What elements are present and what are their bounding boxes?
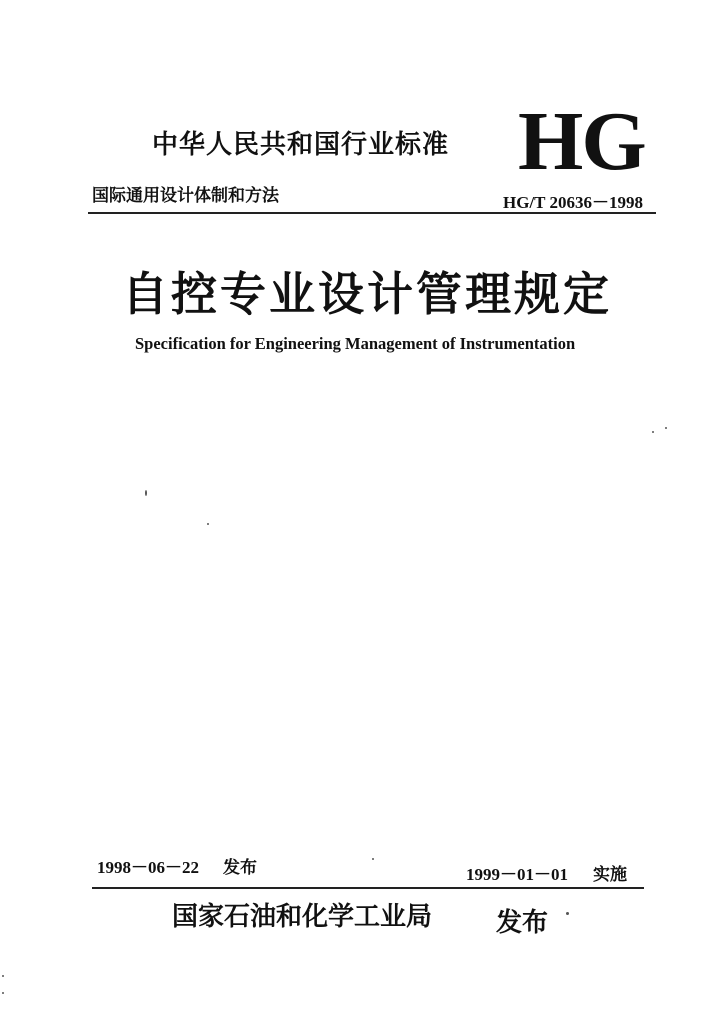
scan-speck [652, 431, 654, 433]
header-divider [88, 212, 656, 214]
scan-speck [566, 912, 569, 915]
system-label: 国际通用设计体制和方法 [92, 186, 279, 206]
document-title-english: Specification for Engineering Management of Instrumentation [135, 334, 576, 353]
standard-code: HG/T 20636－1998 [503, 193, 643, 212]
effective-label: 实施 [593, 865, 627, 885]
scan-speck [2, 992, 4, 994]
document-title-chinese: 自控专业设计管理规定 [122, 267, 612, 321]
standard-category-title: 中华人民共和国行业标准 [152, 130, 450, 160]
scan-speck [145, 490, 147, 496]
scan-speck [372, 858, 374, 860]
scan-speck [665, 427, 667, 429]
publish-label: 发布 [223, 858, 257, 878]
issuing-action: 发布 [496, 908, 549, 938]
effective-date: 1999－01－01 [466, 865, 568, 884]
footer-divider [92, 887, 644, 889]
publish-date: 1998－06－22 [97, 858, 199, 877]
hg-logo: HG [518, 95, 645, 188]
scan-speck [2, 975, 4, 977]
scan-speck [207, 523, 209, 525]
issuing-authority: 国家石油和化学工业局 [172, 902, 433, 932]
